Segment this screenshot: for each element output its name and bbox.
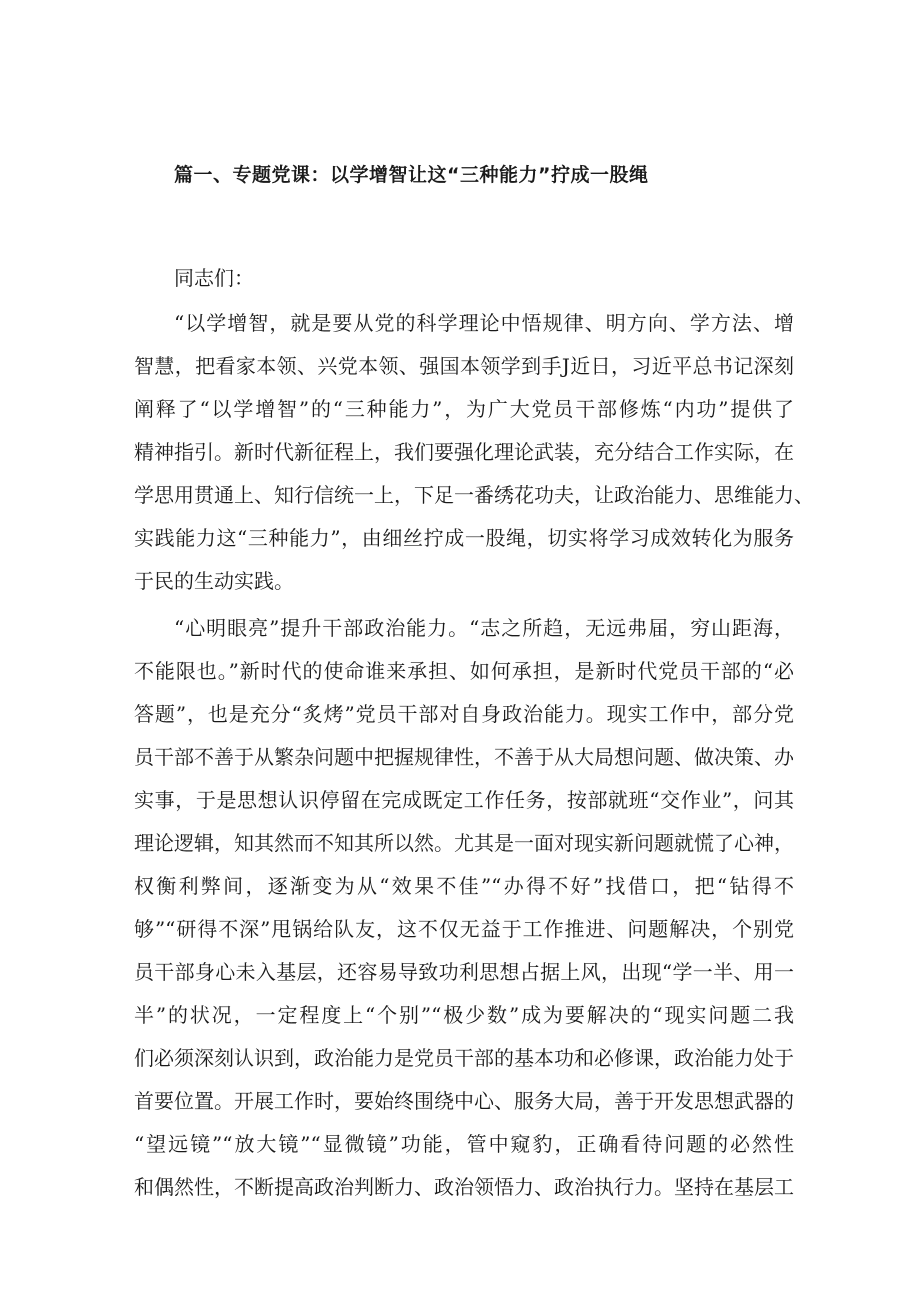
text-line: 不能限也。”新时代的使命谁来承担、如何承担，是新时代党员干部的“必 — [134, 659, 794, 683]
text-line: 们必须深刻认识到，政治能力是党员干部的基本功和必修课，政治能力处于 — [134, 1046, 794, 1070]
text-line: 答题”，也是充分“炙烤”党员干部对自身政治能力。现实工作中，部分党 — [134, 702, 794, 726]
text-line: 首要位置。开展工作时，要始终围绕中心、服务大局，善于开发思想武器的 — [134, 1089, 794, 1113]
text-line: 员干部身心未入基层，还容易导致功利思想占据上风，出现“学一半、用一 — [134, 960, 794, 984]
text-line: 精神指引。新时代新征程上，我们要强化理论武装，充分结合工作实际，在 — [134, 440, 794, 464]
text-line: 理论逻辑，知其然而不知其所以然。尤其是一面对现实新问题就慌了心神， — [134, 831, 794, 855]
text-line: 实事，于是思想认识停留在完成既定工作任务，按部就班“交作业”，问其 — [134, 788, 794, 812]
text-line: 员干部不善于从繁杂问题中把握规律性，不善于从大局想问题、做决策、办 — [134, 745, 794, 769]
text-line: 够”“研得不深”甩锅给队友，这不仅无益于工作推进、问题解决，个别党 — [134, 917, 794, 941]
text-line: 智慧，把看家本领、兴党本领、强国本领学到手J近日，习近平总书记深刻 — [134, 354, 794, 378]
text-line: “以学增智，就是要从党的科学理论中悟规律、明方向、学方法、增 — [174, 311, 794, 335]
text-line: 阐释了“以学增智”的“三种能力”，为广大党员干部修炼“内功”提供了 — [134, 397, 794, 421]
document-body — [134, 258, 814, 1209]
paragraph-political-ability — [134, 607, 794, 1209]
text-line: 权衡利弊间，逐渐变为从“效果不佳”“办得不好”找借口，把“钻得不 — [134, 874, 794, 898]
text-line: 和偶然性，不断提高政治判断力、政治领悟力、政治执行力。坚持在基层工 — [134, 1175, 794, 1199]
salutation: 同志们： — [174, 266, 254, 290]
text-line: 半”的状况，一定程度上“个别”“极少数”成为要解决的“现实问题二我 — [134, 1003, 794, 1027]
document-title: 篇一、专题党课：以学增智让这“三种能力”拧成一股绳 — [174, 164, 649, 186]
text-line: “心明眼亮”提升干部政治能力。“志之所趋，无远弗届，穷山距海， — [174, 616, 794, 640]
text-line: “望远镜”“放大镜”“显微镜”功能，管中窥豹，正确看待问题的必然性 — [134, 1132, 794, 1156]
text-line: 学思用贯通上、知行信统一上，下足一番绣花功夫，让政治能力、思维能力、 — [134, 483, 814, 507]
text-line: 实践能力这“三种能力”，由细丝拧成一股绳，切实将学习成效转化为服务 — [134, 526, 794, 550]
paragraph-intro — [134, 302, 814, 603]
text-line: 于民的生动实践。 — [134, 569, 294, 593]
